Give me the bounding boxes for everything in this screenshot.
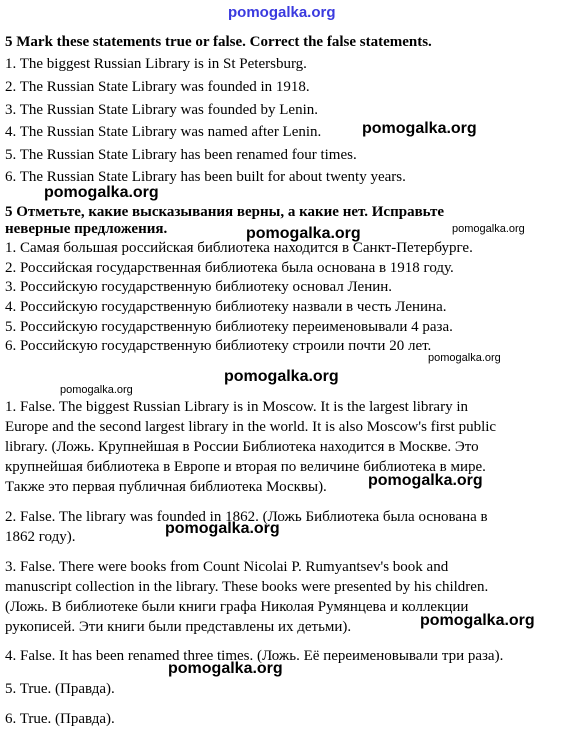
watermark: pomogalka.org — [420, 612, 535, 629]
task-ru-heading: 5 Отметьте, какие высказывания верны, а какие нет. Исправьте — [5, 204, 445, 220]
answer-3-line: (Ложь. В библиотеке были книги графа Николая Румянцева и коллекции — [5, 599, 469, 615]
task-en-item: 1. The biggest Russian Library is in St Petersburg. — [5, 56, 307, 72]
watermark: pomogalka.org — [246, 225, 361, 242]
task-ru-heading: неверные предложения. — [5, 221, 168, 237]
watermark: pomogalka.org — [368, 472, 483, 489]
answer-4-line: 4. False. It has been renamed three times. (Ложь. Её переименовывали три раза). — [5, 648, 504, 664]
answer-3-line: рукописей. Эти книги были представлены их детьми). — [5, 619, 352, 635]
answer-1-line: Также это первая публичная библиотека Москвы). — [5, 479, 327, 495]
task-ru-item: 1. Самая большая российская библиотека находится в Санкт-Петербурге. — [5, 240, 473, 256]
task-en-item: 3. The Russian State Library was founded by Lenin. — [5, 102, 318, 118]
answer-1-line: 1. False. The biggest Russian Library is in Moscow. It is the largest library in — [5, 399, 468, 415]
watermark: pomogalka.org — [428, 352, 501, 364]
answer-6-line: 6. True. (Правда). — [5, 711, 115, 727]
answer-5-line: 5. True. (Правда). — [5, 681, 115, 697]
answer-2-line: 2. False. The library was founded in 1862. (Ложь Библиотека была основана в — [5, 509, 488, 525]
task-en-heading: 5 Mark these statements true or false. Correct the false statements. — [5, 34, 432, 50]
watermark: pomogalka.org — [168, 660, 283, 677]
task-ru-item: 6. Российскую государственную библиотеку строили почти 20 лет. — [5, 338, 432, 354]
watermark: pomogalka.org — [60, 384, 133, 396]
answer-1-line: крупнейшая библиотека в Европе и вторая по величине библиотека в мире. — [5, 459, 486, 475]
watermark: pomogalka.org — [165, 520, 280, 537]
task-ru-item: 4. Российскую государственную библиотеку назвали в честь Ленина. — [5, 299, 447, 315]
task-ru-item: 2. Российская государственная библиотека была основана в 1918 году. — [5, 260, 454, 276]
answer-1-line: Europe and the second largest library in the world. It is also Moscow's first public — [5, 419, 497, 435]
watermark-top: pomogalka.org — [228, 4, 336, 21]
task-en-item: 5. The Russian State Library has been renamed four times. — [5, 147, 357, 163]
watermark: pomogalka.org — [44, 184, 159, 201]
task-ru-item: 3. Российскую государственную библиотеку основал Ленин. — [5, 279, 393, 295]
watermark: pomogalka.org — [452, 223, 525, 235]
task-en-item: 6. The Russian State Library has been built for about twenty years. — [5, 169, 406, 185]
answer-2-line: 1862 году). — [5, 529, 76, 545]
task-en-item: 2. The Russian State Library was founded in 1918. — [5, 79, 310, 95]
task-ru-item: 5. Российскую государственную библиотеку переименовывали 4 раза. — [5, 319, 453, 335]
answer-3-line: manuscript collection in the library. These books were presented by his children. — [5, 579, 489, 595]
answer-1-line: library. (Ложь. Крупнейшая в России Библиотека находится в Москве. Это — [5, 439, 479, 455]
watermark: pomogalka.org — [224, 368, 339, 385]
answer-3-line: 3. False. There were books from Count Nicolai P. Rumyantsev's book and — [5, 559, 449, 575]
task-en-item: 4. The Russian State Library was named after Lenin. — [5, 124, 322, 140]
watermark: pomogalka.org — [362, 120, 477, 137]
